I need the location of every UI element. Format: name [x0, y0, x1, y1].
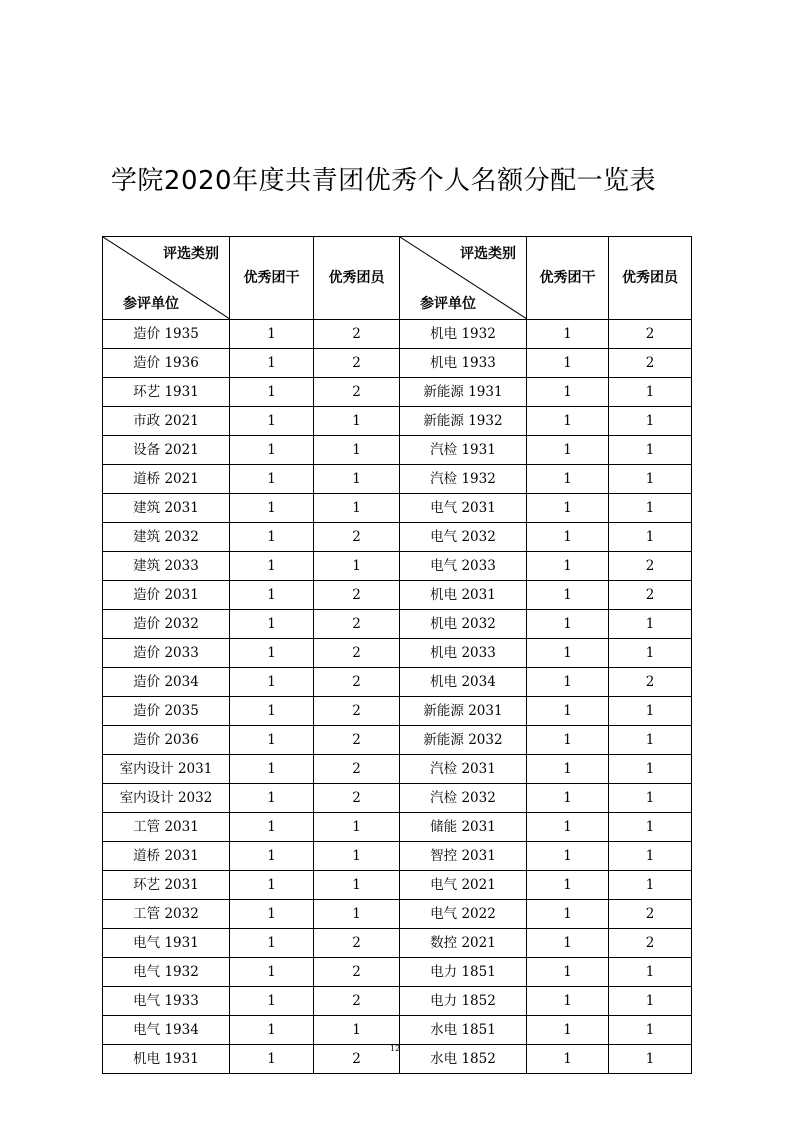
- cadre-count-cell: 1: [230, 755, 314, 784]
- cadre-count-cell: 1: [230, 610, 314, 639]
- cadre-count-cell: 1: [230, 697, 314, 726]
- cadre-count-cell: 1: [527, 610, 609, 639]
- unit-cell: 机电 1933: [400, 349, 527, 378]
- cadre-count-cell: 1: [527, 639, 609, 668]
- cadre-count-cell: 1: [230, 871, 314, 900]
- member-count-cell: 1: [314, 813, 400, 842]
- member-count-cell: 1: [609, 436, 692, 465]
- table-row: [103, 871, 692, 900]
- cadre-count-cell: 1: [527, 900, 609, 929]
- member-count-cell: 1: [609, 1016, 692, 1045]
- cadre-count-cell: 1: [527, 552, 609, 581]
- diagonal-header-left: [103, 237, 230, 320]
- table-row: [103, 581, 692, 610]
- unit-cell: 建筑 2033: [103, 552, 230, 581]
- member-count-cell: 1: [609, 465, 692, 494]
- unit-cell: 汽检 1931: [400, 436, 527, 465]
- member-count-cell: 2: [609, 929, 692, 958]
- member-count-cell: 2: [314, 929, 400, 958]
- member-count-cell: 1: [609, 726, 692, 755]
- table-row: [103, 929, 692, 958]
- col-header-cadre: 优秀团干: [230, 237, 314, 320]
- member-count-cell: 1: [314, 494, 400, 523]
- cadre-count-cell: 1: [527, 784, 609, 813]
- member-count-cell: 1: [609, 755, 692, 784]
- col-header-cadre: 优秀团干: [527, 237, 609, 320]
- member-count-cell: 2: [314, 349, 400, 378]
- cadre-count-cell: 1: [230, 436, 314, 465]
- member-count-cell: 1: [314, 407, 400, 436]
- unit-cell: 建筑 2031: [103, 494, 230, 523]
- unit-cell: 智控 2031: [400, 842, 527, 871]
- unit-cell: 机电 1932: [400, 320, 527, 349]
- member-count-cell: 1: [609, 697, 692, 726]
- table-row: [103, 639, 692, 668]
- member-count-cell: 1: [314, 436, 400, 465]
- member-count-cell: 2: [314, 320, 400, 349]
- table-row: [103, 784, 692, 813]
- cadre-count-cell: 1: [527, 871, 609, 900]
- unit-cell: 电气 1933: [103, 987, 230, 1016]
- member-count-cell: 2: [314, 697, 400, 726]
- unit-cell: 电气 2022: [400, 900, 527, 929]
- member-count-cell: 1: [609, 784, 692, 813]
- unit-cell: 新能源 2031: [400, 697, 527, 726]
- unit-cell: 工管 2031: [103, 813, 230, 842]
- member-count-cell: 1: [609, 610, 692, 639]
- member-count-cell: 1: [609, 378, 692, 407]
- cadre-count-cell: 1: [230, 726, 314, 755]
- table-row: [103, 1016, 692, 1045]
- cadre-count-cell: 1: [230, 813, 314, 842]
- unit-cell: 新能源 2032: [400, 726, 527, 755]
- unit-cell: 造价 2034: [103, 668, 230, 697]
- unit-cell: 电气 1931: [103, 929, 230, 958]
- cadre-count-cell: 1: [527, 1016, 609, 1045]
- unit-cell: 环艺 2031: [103, 871, 230, 900]
- cadre-count-cell: 1: [230, 784, 314, 813]
- cadre-count-cell: 1: [527, 436, 609, 465]
- unit-cell: 电气 2031: [400, 494, 527, 523]
- unit-cell: 汽检 2032: [400, 784, 527, 813]
- table-row: [103, 465, 692, 494]
- table-row: [103, 320, 692, 349]
- unit-cell: 数控 2021: [400, 929, 527, 958]
- cadre-count-cell: 1: [527, 929, 609, 958]
- member-count-cell: 2: [609, 349, 692, 378]
- table-row: [103, 958, 692, 987]
- unit-cell: 汽检 1932: [400, 465, 527, 494]
- cadre-count-cell: 1: [230, 842, 314, 871]
- member-count-cell: 2: [314, 581, 400, 610]
- unit-cell: 设备 2021: [103, 436, 230, 465]
- cadre-count-cell: 1: [527, 378, 609, 407]
- member-count-cell: 2: [314, 378, 400, 407]
- member-count-cell: 1: [609, 1045, 692, 1074]
- table-header-row: [103, 237, 692, 320]
- cadre-count-cell: 1: [527, 1045, 609, 1074]
- member-count-cell: 1: [609, 987, 692, 1016]
- unit-cell: 电气 1932: [103, 958, 230, 987]
- member-count-cell: 1: [609, 407, 692, 436]
- member-count-cell: 1: [609, 639, 692, 668]
- cadre-count-cell: 1: [230, 465, 314, 494]
- unit-cell: 机电 2034: [400, 668, 527, 697]
- cadre-count-cell: 1: [230, 958, 314, 987]
- cadre-count-cell: 1: [527, 697, 609, 726]
- cadre-count-cell: 1: [527, 320, 609, 349]
- member-count-cell: 1: [314, 552, 400, 581]
- unit-cell: 室内设计 2031: [103, 755, 230, 784]
- unit-cell: 水电 1852: [400, 1045, 527, 1074]
- table-row: [103, 494, 692, 523]
- table-row: [103, 378, 692, 407]
- member-count-cell: 1: [314, 900, 400, 929]
- member-count-cell: 1: [314, 1016, 400, 1045]
- cadre-count-cell: 1: [230, 494, 314, 523]
- unit-cell: 新能源 1932: [400, 407, 527, 436]
- unit-cell: 机电 2031: [400, 581, 527, 610]
- cadre-count-cell: 1: [230, 987, 314, 1016]
- unit-cell: 储能 2031: [400, 813, 527, 842]
- member-count-cell: 1: [609, 871, 692, 900]
- table-row: [103, 668, 692, 697]
- page-number: 12: [390, 1044, 401, 1053]
- cadre-count-cell: 1: [230, 552, 314, 581]
- unit-cell: 电气 1934: [103, 1016, 230, 1045]
- unit-cell: 电力 1852: [400, 987, 527, 1016]
- member-count-cell: 2: [609, 900, 692, 929]
- cadre-count-cell: 1: [230, 581, 314, 610]
- col-header-member: 优秀团员: [609, 237, 692, 320]
- cadre-count-cell: 1: [527, 465, 609, 494]
- cadre-count-cell: 1: [230, 349, 314, 378]
- unit-cell: 机电 2033: [400, 639, 527, 668]
- member-count-cell: 2: [609, 668, 692, 697]
- category-label: 评选类别: [163, 246, 219, 262]
- unit-cell: 电气 2032: [400, 523, 527, 552]
- member-count-cell: 2: [314, 639, 400, 668]
- table-row: [103, 610, 692, 639]
- unit-cell: 建筑 2032: [103, 523, 230, 552]
- table-row: [103, 436, 692, 465]
- cadre-count-cell: 1: [230, 1045, 314, 1074]
- cadre-count-cell: 1: [527, 407, 609, 436]
- unit-cell: 道桥 2021: [103, 465, 230, 494]
- member-count-cell: 2: [314, 755, 400, 784]
- unit-cell: 环艺 1931: [103, 378, 230, 407]
- category-label: 评选类别: [460, 246, 516, 262]
- member-count-cell: 1: [314, 871, 400, 900]
- member-count-cell: 2: [314, 987, 400, 1016]
- cadre-count-cell: 1: [230, 320, 314, 349]
- table-row: [103, 726, 692, 755]
- table-row: [103, 755, 692, 784]
- unit-cell: 造价 1936: [103, 349, 230, 378]
- unit-label: 参评单位: [123, 296, 179, 312]
- cadre-count-cell: 1: [527, 987, 609, 1016]
- unit-cell: 室内设计 2032: [103, 784, 230, 813]
- table-row: [103, 842, 692, 871]
- unit-cell: 造价 2033: [103, 639, 230, 668]
- table-row: [103, 523, 692, 552]
- member-count-cell: 2: [609, 320, 692, 349]
- member-count-cell: 1: [609, 813, 692, 842]
- member-count-cell: 2: [314, 958, 400, 987]
- unit-cell: 电气 2033: [400, 552, 527, 581]
- member-count-cell: 2: [609, 581, 692, 610]
- cadre-count-cell: 1: [527, 755, 609, 784]
- cadre-count-cell: 1: [230, 407, 314, 436]
- table-row: [103, 987, 692, 1016]
- diagonal-header-right: [400, 237, 527, 320]
- cadre-count-cell: 1: [230, 900, 314, 929]
- cadre-count-cell: 1: [230, 523, 314, 552]
- cadre-count-cell: 1: [527, 349, 609, 378]
- unit-cell: 机电 1931: [103, 1045, 230, 1074]
- table-row: [103, 407, 692, 436]
- unit-cell: 造价 2031: [103, 581, 230, 610]
- table-row: [103, 349, 692, 378]
- unit-cell: 造价 2036: [103, 726, 230, 755]
- cadre-count-cell: 1: [230, 668, 314, 697]
- cadre-count-cell: 1: [527, 523, 609, 552]
- unit-cell: 汽检 2031: [400, 755, 527, 784]
- unit-cell: 造价 2032: [103, 610, 230, 639]
- member-count-cell: 2: [609, 552, 692, 581]
- cadre-count-cell: 1: [230, 639, 314, 668]
- member-count-cell: 2: [314, 523, 400, 552]
- cadre-count-cell: 1: [527, 668, 609, 697]
- table-row: [103, 813, 692, 842]
- member-count-cell: 1: [609, 523, 692, 552]
- member-count-cell: 2: [314, 668, 400, 697]
- table-body: [103, 320, 692, 1074]
- cadre-count-cell: 1: [527, 958, 609, 987]
- table-row: [103, 900, 692, 929]
- unit-cell: 电力 1851: [400, 958, 527, 987]
- unit-cell: 市政 2021: [103, 407, 230, 436]
- cadre-count-cell: 1: [230, 378, 314, 407]
- cadre-count-cell: 1: [527, 842, 609, 871]
- member-count-cell: 1: [609, 494, 692, 523]
- member-count-cell: 2: [314, 784, 400, 813]
- member-count-cell: 2: [314, 610, 400, 639]
- unit-cell: 水电 1851: [400, 1016, 527, 1045]
- unit-cell: 新能源 1931: [400, 378, 527, 407]
- member-count-cell: 2: [314, 726, 400, 755]
- table-row: [103, 552, 692, 581]
- unit-cell: 道桥 2031: [103, 842, 230, 871]
- unit-cell: 造价 2035: [103, 697, 230, 726]
- member-count-cell: 1: [609, 842, 692, 871]
- page-title: 学院2020年度共青团优秀个人名额分配一览表: [110, 166, 657, 196]
- member-count-cell: 2: [314, 1045, 400, 1074]
- cadre-count-cell: 1: [527, 494, 609, 523]
- member-count-cell: 1: [314, 842, 400, 871]
- table-row: [103, 697, 692, 726]
- unit-cell: 造价 1935: [103, 320, 230, 349]
- unit-label: 参评单位: [420, 296, 476, 312]
- cadre-count-cell: 1: [230, 929, 314, 958]
- member-count-cell: 1: [609, 958, 692, 987]
- cadre-count-cell: 1: [527, 581, 609, 610]
- cadre-count-cell: 1: [527, 813, 609, 842]
- unit-cell: 工管 2032: [103, 900, 230, 929]
- member-count-cell: 1: [314, 465, 400, 494]
- col-header-member: 优秀团员: [314, 237, 400, 320]
- cadre-count-cell: 1: [527, 726, 609, 755]
- cadre-count-cell: 1: [230, 1016, 314, 1045]
- quota-table: [102, 236, 692, 1074]
- unit-cell: 电气 2021: [400, 871, 527, 900]
- unit-cell: 机电 2032: [400, 610, 527, 639]
